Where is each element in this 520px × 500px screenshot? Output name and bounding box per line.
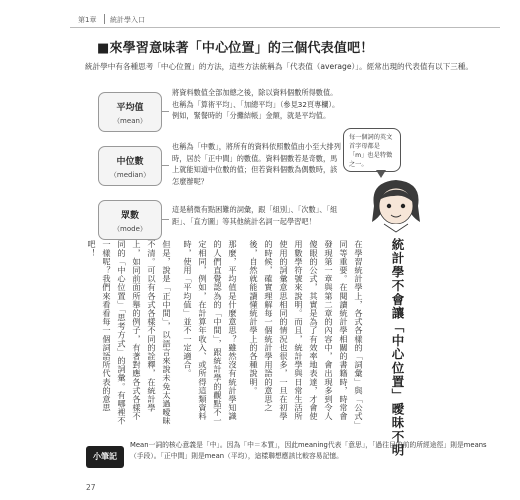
section-label: 統計學入口 — [110, 16, 145, 24]
term-description-mode: 這是稍微有點困難的詞彙，跟「組別」、「次數」、「組距」、「直方圖」等其他統計名詞一起學習吧！ — [172, 205, 338, 226]
section-heading: ■來學習意味著「中心位置」的三個代表值吧！ — [97, 41, 374, 56]
term-name: 中位數 — [116, 157, 144, 167]
vertical-title: 統計學不會讓「中心位置」曖昧不明 — [390, 238, 405, 458]
term-connector — [161, 111, 169, 112]
term-connector — [161, 219, 169, 220]
term-connector — [161, 165, 169, 166]
term-box-median — [98, 146, 162, 186]
term-box-mode — [98, 200, 162, 240]
note-text: Mean一詞的核心意義是「中」。因為「中＝本質」，因此meaning代表「意思」，「過往目的前的所經途徑」則是means（手段）。「正中間」則是mean（平均），這樣聯想應該比較容易記憶。 — [130, 441, 487, 460]
vertical-body — [87, 240, 366, 428]
term-english: （median） — [109, 171, 151, 179]
term-name: 平均值 — [116, 103, 144, 113]
term-name: 眾數 — [120, 211, 139, 221]
intro-paragraph: 統計學中有各種思考「中心位置」的方法，這些方法統稱為「代表值（average）」。經常出現的代表值有以下三種。 — [85, 62, 473, 71]
header-separator — [104, 14, 105, 24]
term-description-median: 也稱為「中數」，將所有的資料依照數值由小至大排列時，居於「正中間」的數值。資料個數若是奇數，馬上就能知道中位數的值；但若資料個數為偶數時，該怎麼辦呢？ — [172, 142, 341, 186]
vertical-paragraph: 但是，說是「正中間」，以語言來說未免太過曖昧不清。可以有各式各樣不同的詮釋，在統計學上，如同前面所舉的例子，有著對應各式各樣不同的「中心位置」「思考方式」的詞彙。有哪裡不一樣呢？我們來看看每一個詞語所代表的意思吧！ — [87, 240, 172, 426]
girl-illustration-icon — [360, 176, 432, 232]
header-rule — [70, 27, 500, 28]
note-label: 小筆記 — [86, 446, 124, 468]
term-box-mean — [98, 92, 162, 132]
term-english: （mean） — [113, 117, 147, 125]
vertical-paragraph: 在學習統計學上，各式各樣的「詞彙」與「公式」同等重要。在閱讀統計學相關的書籍時，時常會發現第一章與第二章的內容中，會出現多到令人傻眼的公式，其實是為了有效率地表達，才會使用數學符號來說明。而且，統計學與日常生活所使用的詞彙意思相同的情況也很多，一旦在初學的時候，確實理解每一個統計學用語的意思之後，自然就能讀懂統計學上的各種說明。 — [249, 240, 364, 426]
term-english: （mode） — [113, 225, 147, 233]
chapter-label: 第1章 — [78, 16, 97, 24]
page-number: 27 — [86, 483, 96, 492]
vertical-paragraph: 那麼，平均值是什麼意思？雖然沒有統計學知識的人們直覺認為的「中間」，跟統計學的觀點不一定相同，例如，在計算年收入、或所得這類資料時，使用「平均值」並不一定適合。 — [183, 240, 238, 426]
speech-bubble: 每一個詞的英文首字母都是「m」也是特徵之一。 — [343, 128, 401, 172]
term-description-mean: 將資料數值全部加總之後，除以資料個數所得數值。也稱為「算術平均」、「加總平均」（參見32頁專欄）。例如，緊餐時的「分攤結帳」金額，就是平均值。 — [172, 88, 340, 120]
